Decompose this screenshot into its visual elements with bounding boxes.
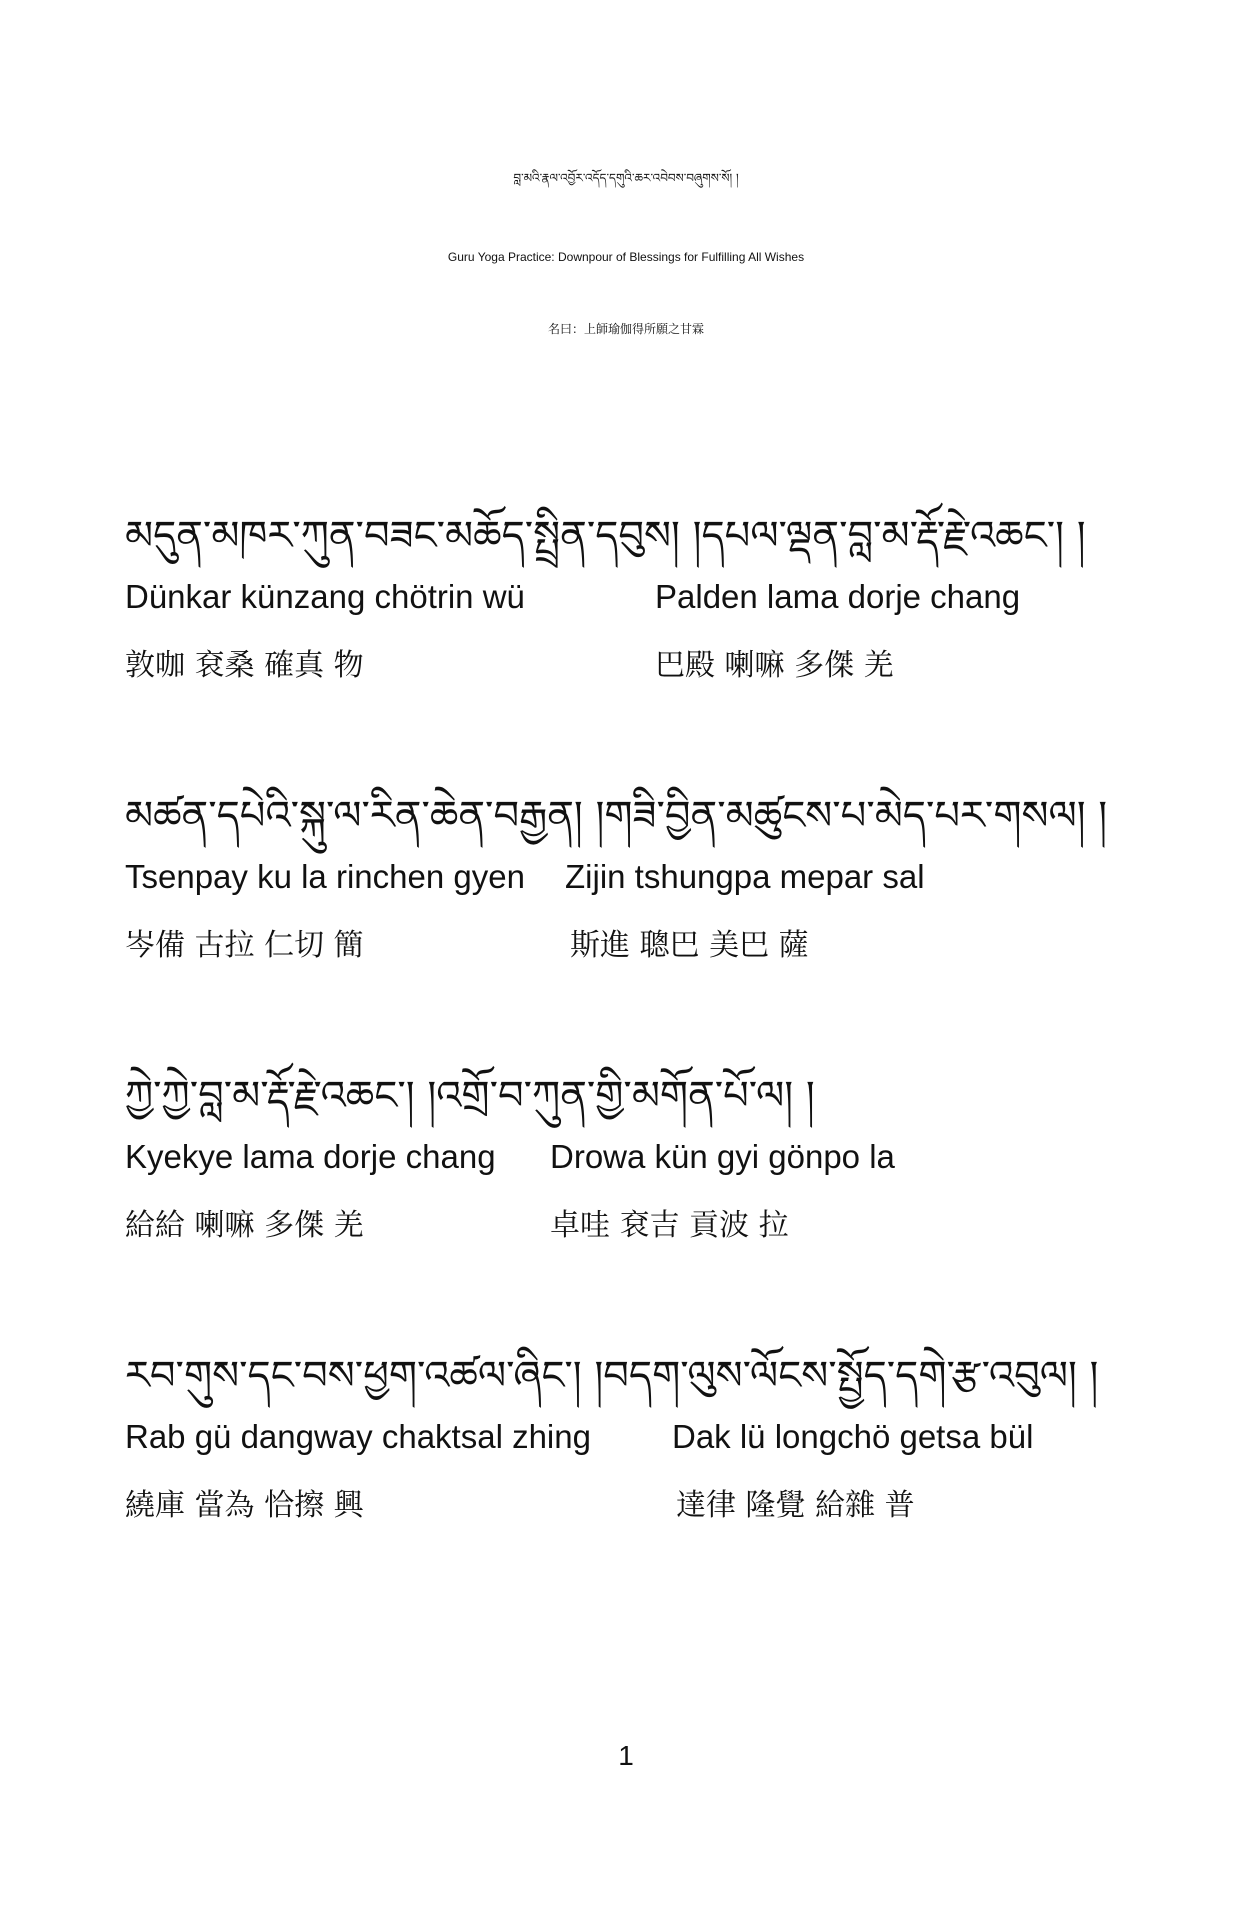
verse-tibetan-line: རབ་གུས་དང་བས་ཕྱག་འཚལ་ཞིང་། །བདག་ལུས་ལོངས་སྤྱོད་དགེ་རྩ་འབུལ། ། xyxy=(125,1353,1099,1399)
title-chinese: 名曰：上師瑜伽得所願之甘霖 xyxy=(547,322,704,336)
verse-tibetan-line: མདུན་མཁར་ཀུན་བཟང་མཆོད་སྤྲིན་དབུས། །དཔལ་ལྡན་བླ་མ་རྡོ་རྗེ་འཆང་། ། xyxy=(125,513,1086,559)
title-tibetan: བླ་མའི་རྣལ་འབྱོར་འདོད་དགུའི་ཆར་འབེབས་བཞུགས་སོ། ། xyxy=(513,171,739,185)
verse-romanization-right: Drowa kün gyi gönpo la xyxy=(550,1138,895,1175)
verse-chinese-right: 卓哇 袞吉 貢波 拉 xyxy=(550,1208,789,1243)
verse-romanization-right: Zijin tshungpa mepar sal xyxy=(565,858,925,895)
verse-chinese-left: 繞庫 當為 恰擦 興 xyxy=(125,1488,364,1523)
verse-chinese-left: 岑備 古拉 仁切 簡 xyxy=(125,928,364,963)
verse-chinese-right: 巴殿 喇嘛 多傑 羌 xyxy=(655,648,894,683)
verse-1 xyxy=(0,490,1252,730)
verse-romanization-left: Tsenpay ku la rinchen gyen xyxy=(125,858,525,895)
verse-romanization-right: Dak lü longchö getsa bül xyxy=(672,1418,1034,1455)
verse-tibetan-line: མཚན་དཔེའི་སྐུ་ལ་རིན་ཆེན་བརྒྱན། །གཟི་བྱིན་མཚུངས་པ་མེད་པར་གསལ། ། xyxy=(125,793,1108,839)
verse-romanization-right: Palden lama dorje chang xyxy=(655,578,1021,615)
verse-chinese-right: 斯進 聰巴 美巴 薩 xyxy=(570,928,809,963)
title-english: Guru Yoga Practice: Downpour of Blessings for Fulfilling All Wishes xyxy=(447,250,805,264)
verse-chinese-left: 敦咖 袞桑 確真 物 xyxy=(125,648,364,683)
verse-romanization-left: Rab gü dangway chaktsal zhing xyxy=(125,1418,591,1455)
verse-chinese-left: 給給 喇嘛 多傑 羌 xyxy=(125,1208,364,1243)
verse-4 xyxy=(0,1330,1252,1570)
page-number: 1 xyxy=(618,1740,634,1771)
verse-2 xyxy=(0,770,1252,1010)
verse-romanization-left: Dünkar künzang chötrin wü xyxy=(125,578,525,615)
verse-tibetan-line: ཀྱེ་ཀྱེ་བླ་མ་རྡོ་རྗེ་འཆང་། །འགྲོ་བ་ཀུན་གྱི་མགོན་པོ་ལ། ། xyxy=(125,1073,815,1119)
verse-3 xyxy=(0,1050,1252,1290)
verse-romanization-left: Kyekye lama dorje chang xyxy=(125,1138,496,1175)
verse-chinese-right: 達律 隆覺 給雜 普 xyxy=(676,1488,915,1523)
